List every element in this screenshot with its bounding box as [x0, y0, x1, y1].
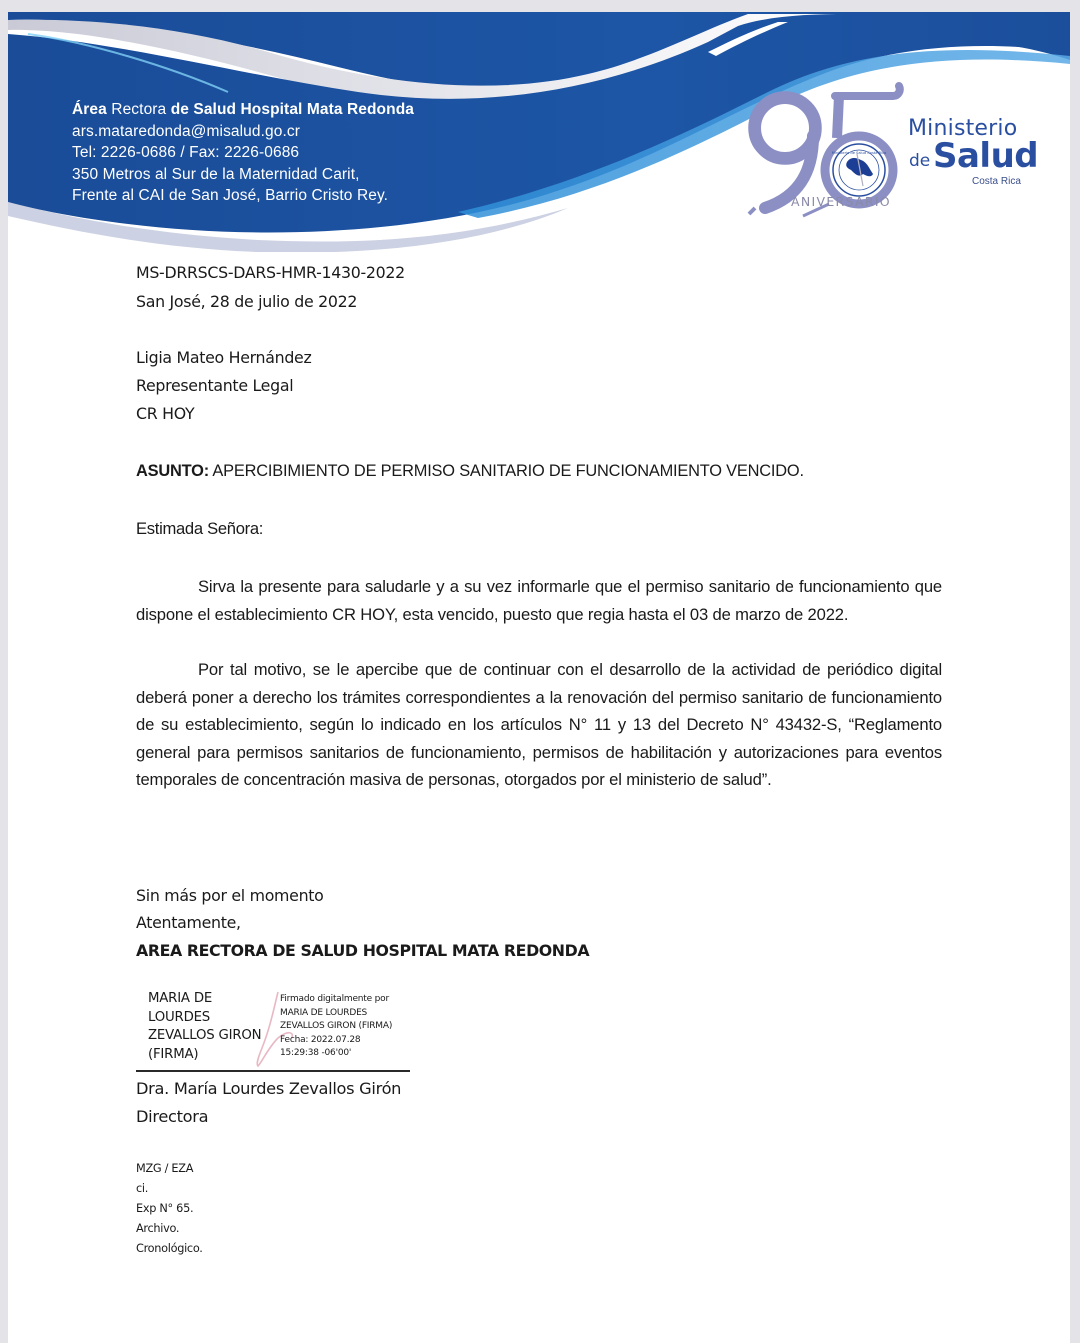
org-word-rectora: Rectora [111, 101, 167, 118]
anniversary-label: ANIVERSARIO [791, 194, 891, 209]
signer-stamp-name [148, 990, 261, 1064]
logo-ministerio: Ministerio [908, 116, 1018, 141]
salutation: Estimada Señora: [136, 519, 264, 538]
reference-number: MS-DRRSCS-DARS-HMR-1430-2022 [136, 263, 405, 282]
signer-stamp-line: ZEVALLOS GIRON [148, 1028, 262, 1043]
signer-stamp-line: MARIA DE [148, 991, 213, 1006]
signature-detail-line: Fecha: 2022.07.28 [280, 1034, 361, 1045]
signer-name: Dra. María Lourdes Zevallos Girón [136, 1079, 402, 1098]
header-contact-block [72, 99, 414, 207]
recipient-title: Representante Legal [136, 376, 294, 395]
footer-note: Cronológico. [136, 1242, 203, 1255]
org-word-area: Área [72, 101, 107, 118]
footer-note: ci. [136, 1182, 149, 1195]
signer-stamp-line: LOURDES [148, 1009, 211, 1025]
subject-text: APERCIBIMIENTO DE PERMISO SANITARIO DE FUNCIONAMIENTO VENCIDO. [212, 462, 804, 480]
closing-line-1: Sin más por el momento [136, 886, 324, 905]
header-email: ars.mataredonda@misalud.go.cr [72, 122, 300, 140]
recipient-company: CR HOY [136, 404, 195, 423]
subject-label: ASUNTO: [136, 462, 209, 480]
header-org-name [72, 99, 414, 121]
org-rest: de Salud Hospital Mata Redonda [170, 101, 414, 118]
body-paragraph-1: Sirva la presente para saludarle y a su vez informarle que el permiso sanitario de funcionamiento que dispone el establecimiento CR HOY, esta vencido, puesto que regia hasta el 03 de marzo de 2022. [136, 577, 942, 624]
header-address-1: 350 Metros al Sur de la Maternidad Carit, [72, 165, 360, 183]
signer-stamp-line: (FIRMA) [148, 1046, 199, 1062]
recipient-name: Ligia Mateo Hernández [136, 348, 312, 367]
place-date: San José, 28 de julio de 2022 [136, 292, 358, 311]
signature-detail-line: Firmado digitalmente por [280, 994, 389, 1004]
seal-text: Ministerio de Salud Costa Rica [831, 151, 887, 155]
signature-rule [136, 1070, 410, 1072]
footer-note: Exp N° 65. [136, 1202, 194, 1215]
logo-country: Costa Rica [972, 176, 1021, 187]
logo-de: de [909, 151, 931, 171]
closing-organization: AREA RECTORA DE SALUD HOSPITAL MATA REDONDA [136, 941, 590, 960]
body-paragraph-2: Por tal motivo, se le apercibe que de continuar con el desarrollo de la actividad de periódico digital deberá poner a derecho los trámites correspondientes a la renovación del permiso sanitario de funcionamiento de su establecimiento, según lo indicado en los artículos N° 11 y 13 del Decreto N° 43432-S, “Reglamento general para permisos sanitarios de funcionamiento, permisos de habilitación y autorizaciones para eventos temporales de concentración masiva de personas, otorgados por el ministerio de salud”. [136, 660, 942, 790]
signer-role: Directora [136, 1107, 209, 1126]
digital-signature-block [136, 986, 411, 1070]
letter-page [8, 12, 1070, 1343]
header-phones: Tel: 2226-0686 / Fax: 2226-0686 [72, 144, 300, 161]
signature-detail-line: ZEVALLOS GIRON (FIRMA) [280, 1021, 393, 1032]
logo-salud: Salud [933, 136, 1039, 176]
signature-detail-line: MARIA DE LOURDES [280, 1007, 368, 1018]
ministerio-salud-logo [743, 74, 1043, 224]
subject-line [136, 462, 804, 481]
footer-note: MZG / EZA [136, 1162, 194, 1175]
closing-line-2: Atentamente, [136, 913, 241, 932]
footer-note: Archivo. [136, 1222, 180, 1235]
signature-detail-line: 15:29:38 -06'00' [280, 1048, 352, 1059]
digital-signature-details [280, 993, 392, 1061]
header-address-2: Frente al CAI de San José, Barrio Cristo Rey. [72, 187, 389, 204]
